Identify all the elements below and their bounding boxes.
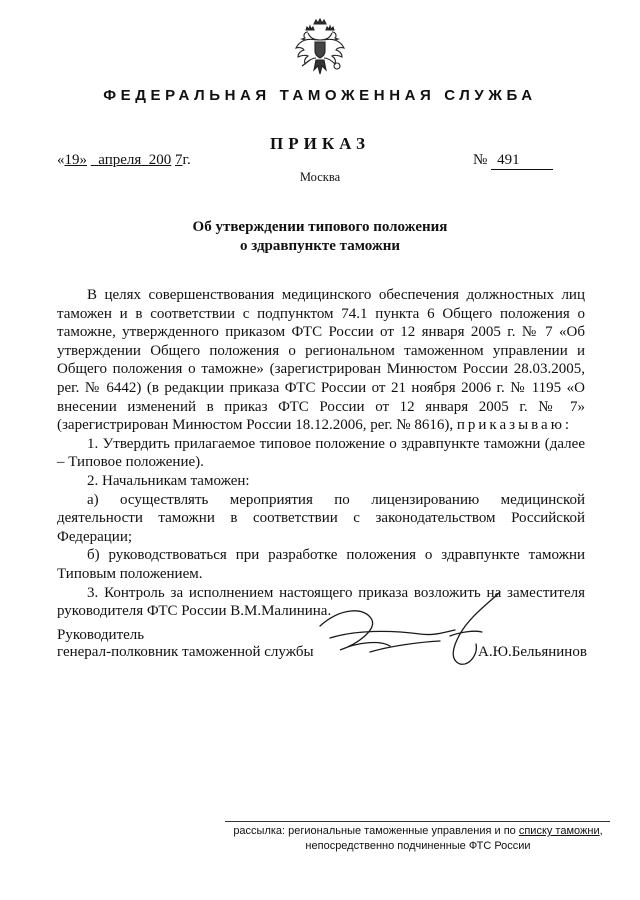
- order-date: [57, 152, 191, 169]
- subject-line-2: о здравпункте таможни: [239, 238, 401, 254]
- distribution-divider: [225, 821, 610, 822]
- signatory-role-line-2: генерал-полковник таможенной службы: [57, 644, 314, 660]
- distribution-line-1: рассылка: региональные таможенные управления и по списку таможни,: [233, 825, 603, 837]
- signatory-role-line-1: Руководитель: [57, 627, 145, 643]
- russian-double-headed-eagle-icon: [294, 18, 346, 78]
- preamble-paragraph: [57, 286, 585, 435]
- distribution-note: [222, 824, 614, 854]
- signatory-name: А.Ю.Бельянинов: [478, 644, 587, 660]
- item-2: 2. Начальникам таможен:: [87, 472, 250, 489]
- number-value: 491: [491, 152, 553, 170]
- date-year-suffix: г.: [182, 152, 191, 168]
- date-month: апреля: [98, 152, 142, 168]
- date-year-prefix: 200: [148, 152, 172, 168]
- order-subject: [0, 218, 640, 256]
- item-1: 1. Утвердить прилагаемое типовое положение о здравпункте таможни (далее – Типовое положение).: [57, 435, 585, 471]
- date-year-digit: 7: [175, 152, 183, 168]
- command-word: приказываю:: [456, 417, 573, 434]
- date-close-quote: »: [79, 152, 87, 168]
- date-open-quote: «: [57, 152, 65, 168]
- handwritten-signature: [310, 586, 510, 676]
- subject-line-1: Об утверждении типового положения: [192, 219, 448, 235]
- city: Москва: [299, 170, 341, 184]
- item-2b: б) руководствоваться при разработке положения о здравпункте таможни Типовым положением.: [57, 547, 585, 582]
- date-day: 19: [64, 152, 80, 168]
- signatory-role: [57, 627, 314, 661]
- number-label: №: [473, 152, 488, 168]
- distribution-list-link: списку таможни: [518, 825, 600, 837]
- item-2a: а) осуществлять мероприятия по лицензированию медицинской деятельности таможни в соответствии с законодательством Российской Федерации;: [57, 491, 585, 545]
- item-3: 3. Контроль за исполнением настоящего приказа возложить на заместителя руководителя ФТС России В.М.Малинина.: [57, 584, 585, 620]
- agency-name: ФЕДЕРАЛЬНАЯ ТАМОЖЕННАЯ СЛУЖБА: [103, 87, 537, 104]
- distribution-line-2: непосредственно подчиненные ФТС России: [305, 840, 531, 852]
- document-title: ПРИКАЗ: [270, 134, 370, 153]
- order-body: [57, 286, 585, 621]
- preamble-text: В целях совершенствования медицинского обеспечения должностных лиц таможен и в соответствии с подпунктом 74.1 пункта 6 Общего положения о таможне, утвержденного приказом ФТС России от 12 января 2005 г. № 7 «Об утверждении Общего положения о региональном таможенном управлении и Общего положения о таможне» (зарегистрирован Минюстом России 28.03.2005, рег. № 6442) (в редакции приказа ФТС России от 21 ноября 2006 г. № 1195 «О внесении изменений в приказ ФТС России от 12 января 2005 г. № 7» (зарегистрирован Минюстом России 18.12.2006, рег. № 8616),: [57, 287, 585, 434]
- order-number: [473, 152, 553, 170]
